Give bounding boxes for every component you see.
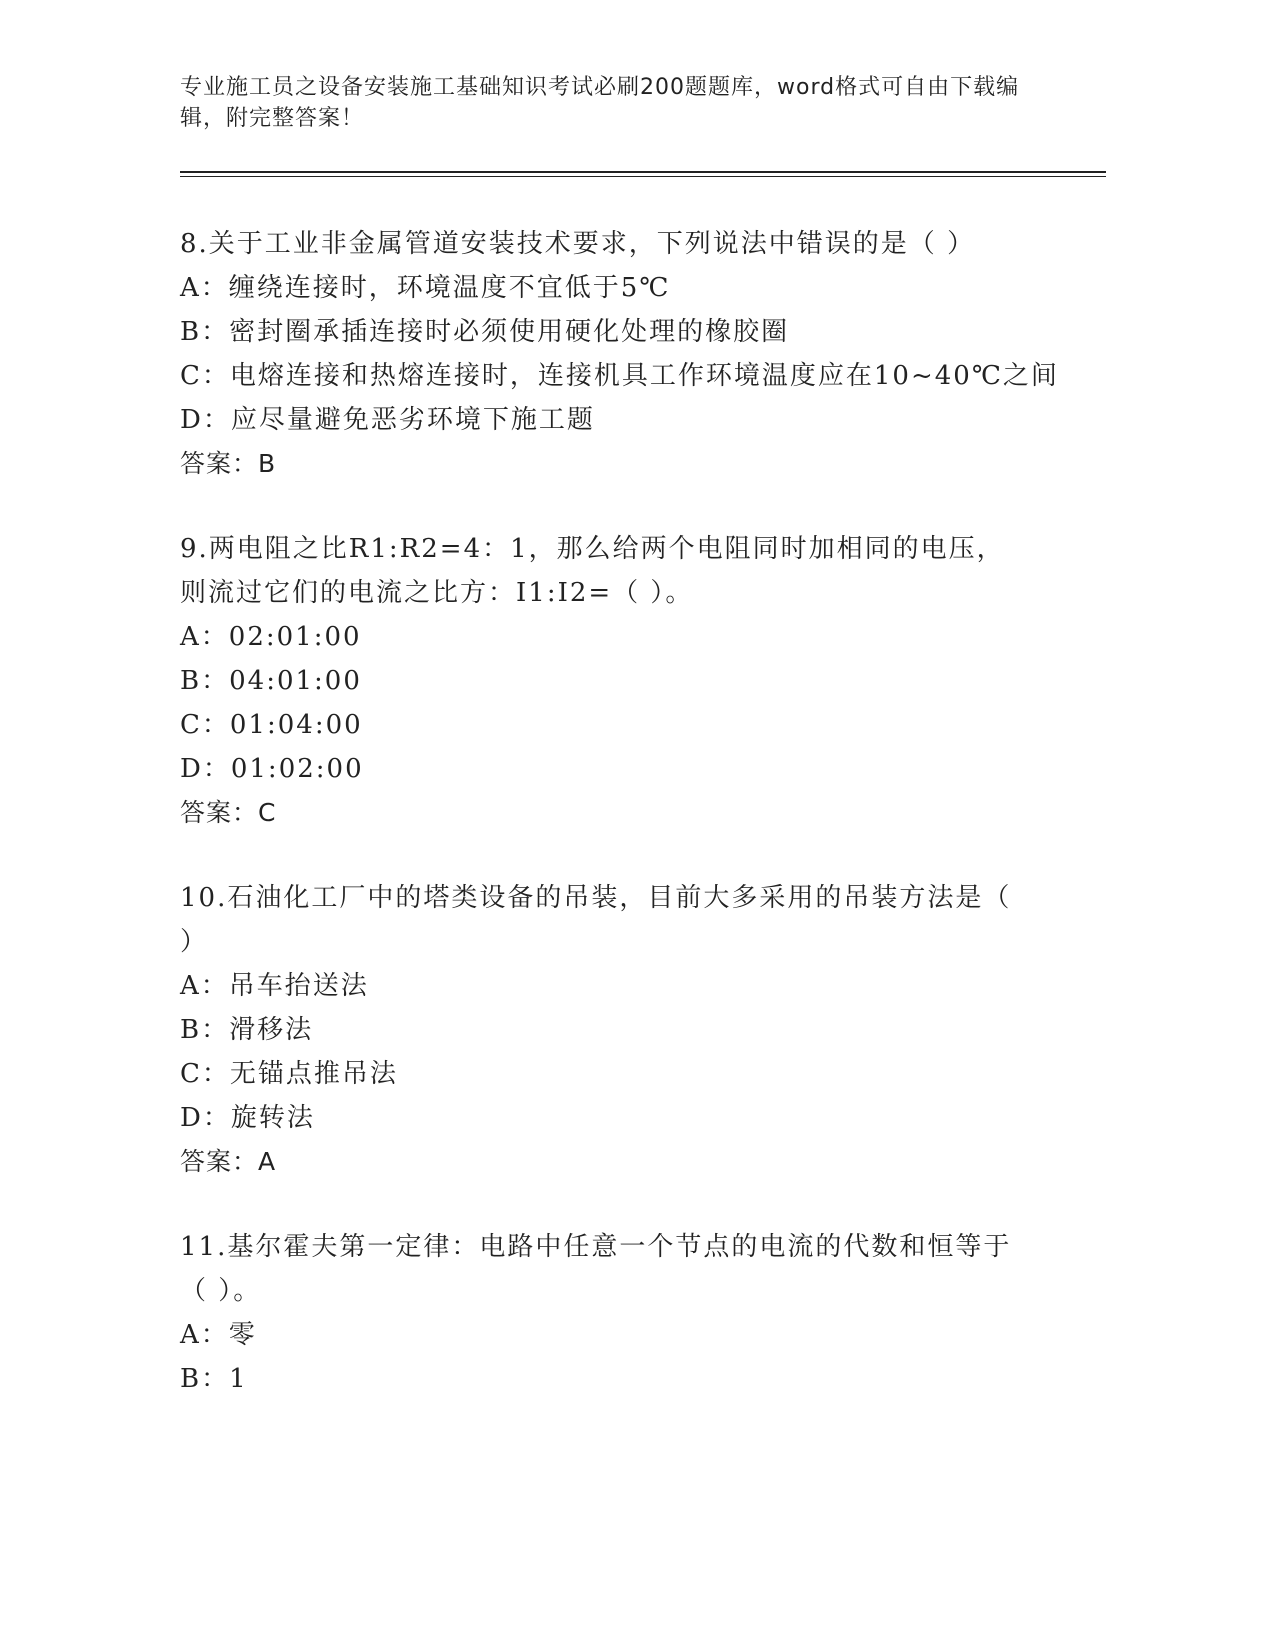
option-a: A：零 bbox=[180, 1320, 257, 1350]
question-stem: 11.基尔霍夫第一定律：电路中任意一个节点的电流的代数和恒等于（ ）。 bbox=[180, 1232, 1012, 1306]
option-a: A：吊车抬送法 bbox=[180, 971, 369, 1001]
option-b: B：密封圈承插连接时必须使用硬化处理的橡胶圈 bbox=[180, 317, 790, 347]
option-d: D：旋转法 bbox=[180, 1103, 315, 1133]
option-b: B：滑移法 bbox=[180, 1015, 314, 1045]
option-c: C：01:04:00 bbox=[180, 710, 363, 740]
question-stem: 10.石油化工厂中的塔类设备的吊装，目前大多采用的吊装方法是（ ） bbox=[180, 883, 1012, 957]
header-divider bbox=[180, 171, 1106, 173]
option-b: B：04:01:00 bbox=[180, 666, 362, 696]
question-9 bbox=[180, 527, 1030, 835]
question-list bbox=[180, 222, 1059, 1442]
option-a: A：02:01:00 bbox=[180, 622, 362, 652]
answer: 答案：A bbox=[180, 1147, 277, 1176]
answer: 答案：B bbox=[180, 449, 277, 478]
option-b: B：1 bbox=[180, 1364, 248, 1394]
document-header: 专业施工员之设备安装施工基础知识考试必刷200题题库，word格式可自由下载编辑，附完整答案！ bbox=[180, 75, 1020, 131]
option-d: D：01:02:00 bbox=[180, 754, 364, 784]
question-8 bbox=[180, 222, 1059, 486]
question-stem: 9.两电阻之比R1:R2=4：1，那么给两个电阻同时加相同的电压，则流过它们的电流之比方：I1:I2=（ ）。 bbox=[180, 534, 1005, 608]
answer: 答案：C bbox=[180, 798, 277, 827]
question-stem: 8.关于工业非金属管道安装技术要求，下列说法中错误的是（ ） bbox=[180, 229, 976, 259]
header-divider-thin bbox=[180, 176, 1106, 177]
option-a: A：缠绕连接时，环境温度不宜低于5℃ bbox=[180, 273, 671, 303]
option-d: D：应尽量避免恶劣环境下施工题 bbox=[180, 405, 595, 435]
question-11 bbox=[180, 1225, 1030, 1401]
question-10 bbox=[180, 876, 1030, 1184]
option-c: C：无锚点推吊法 bbox=[180, 1059, 398, 1089]
option-c: C：电熔连接和热熔连接时，连接机具工作环境温度应在10~40℃之间 bbox=[180, 361, 1059, 391]
